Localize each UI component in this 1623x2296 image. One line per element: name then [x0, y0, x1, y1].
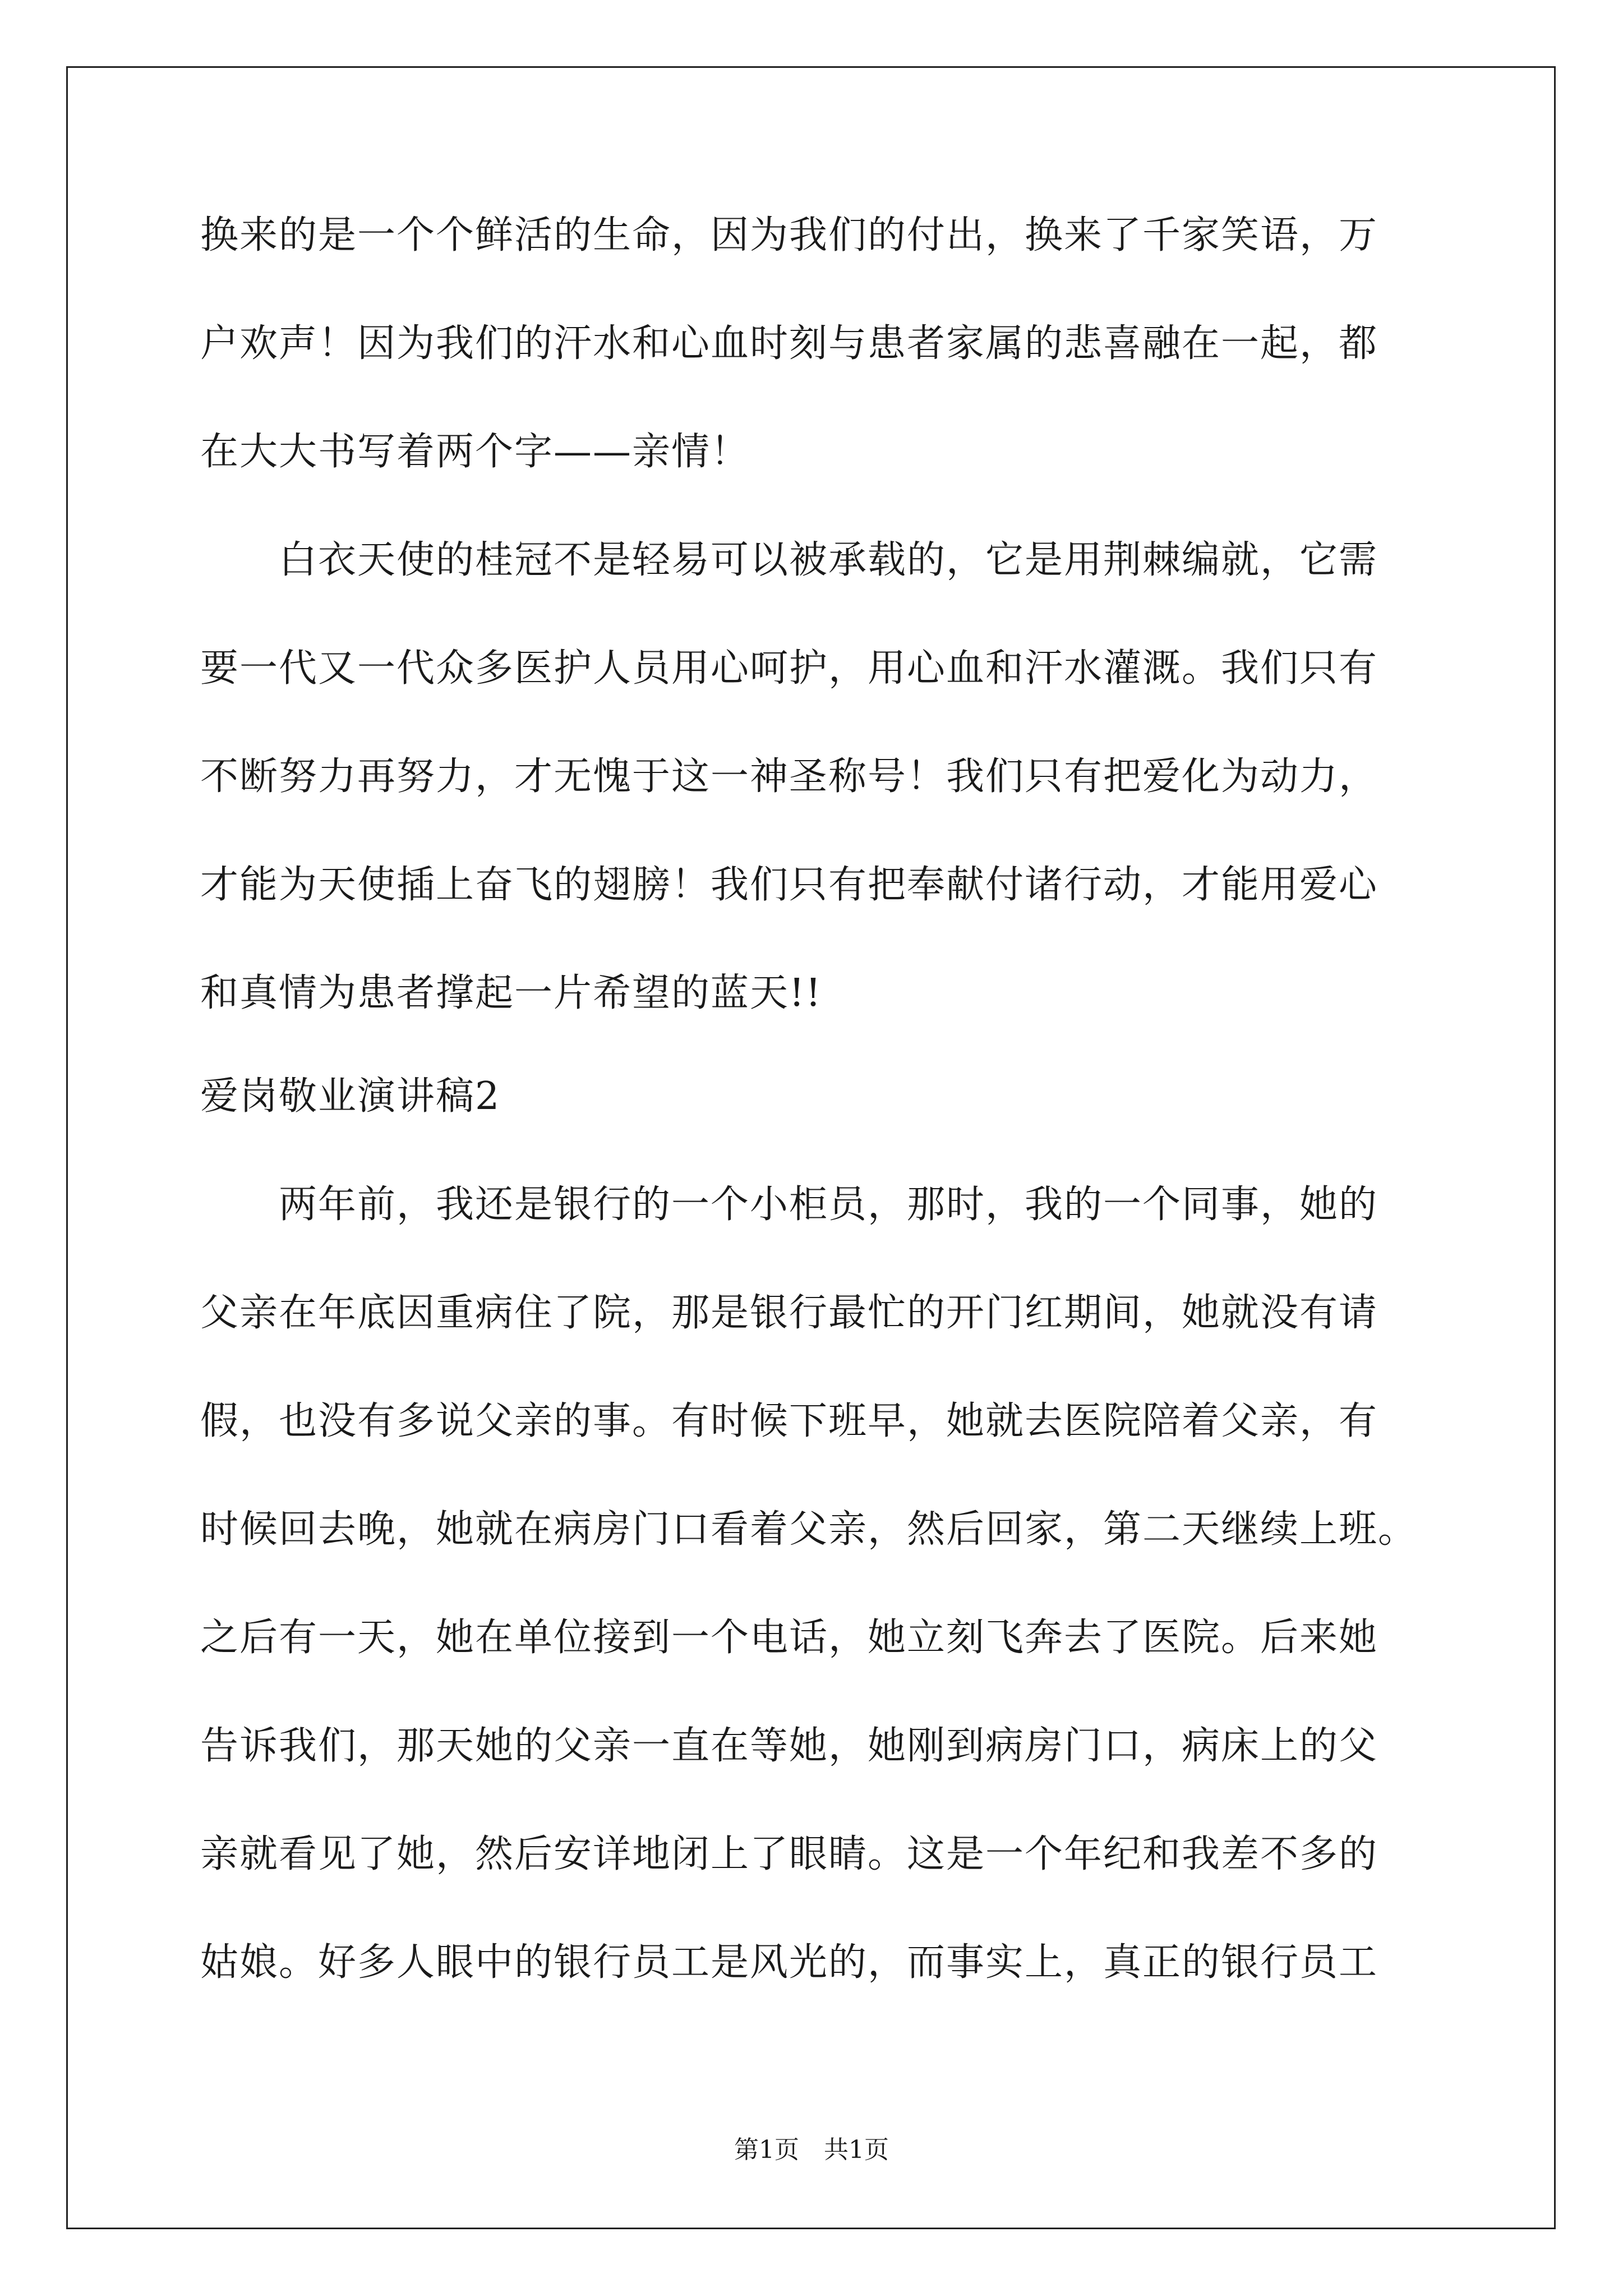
text-line: 告诉我们，那天她的父亲一直在等她，她刚到病房门口，病床上的父: [200, 1724, 1378, 1768]
text-line: 户欢声！因为我们的汗水和心血时刻与患者家属的悲喜融在一起，都: [200, 321, 1378, 366]
text-line: 假，也没有多说父亲的事。有时候下班早，她就去医院陪着父亲，有: [200, 1399, 1378, 1443]
page-footer: 第1页 共1页: [734, 2136, 889, 2164]
text-line: 不断努力再努力，才无愧于这一神圣称号！我们只有把爱化为动力，: [200, 754, 1378, 799]
text-line: 和真情为患者撑起一片希望的蓝天!!: [200, 971, 822, 1015]
text-line: 换来的是一个个鲜活的生命，因为我们的付出，换来了千家笑语，万: [200, 213, 1378, 257]
text-line: 才能为天使插上奋飞的翅膀！我们只有把奉献付诸行动，才能用爱心: [200, 863, 1378, 907]
paragraph-start-line: 两年前，我还是银行的一个小柜员，那时，我的一个同事，她的: [279, 1182, 1378, 1227]
text-line: 姑娘。好多人眼中的银行员工是风光的，而事实上，真正的银行员工: [200, 1940, 1378, 1985]
text-line: 之后有一天，她在单位接到一个电话，她立刻飞奔去了医院。后来她: [200, 1616, 1378, 1660]
text-line: 父亲在年底因重病住了院，那是银行最忙的开门红期间，她就没有请: [200, 1291, 1378, 1335]
page-border: [66, 66, 1556, 2229]
text-line: 在大大书写着两个字——亲情！: [200, 430, 750, 474]
text-line: 亲就看见了她，然后安详地闭上了眼睛。这是一个年纪和我差不多的: [200, 1832, 1378, 1876]
text-line: 时候回去晚，她就在病房门口看着父亲，然后回家，第二天继续上班。: [200, 1507, 1418, 1552]
paragraph-start-line: 白衣天使的桂冠不是轻易可以被承载的，它是用荆棘编就，它需: [279, 538, 1378, 582]
section-heading: 爱岗敬业演讲稿2: [200, 1074, 501, 1119]
text-line: 要一代又一代众多医护人员用心呵护，用心血和汗水灌溉。我们只有: [200, 646, 1378, 691]
